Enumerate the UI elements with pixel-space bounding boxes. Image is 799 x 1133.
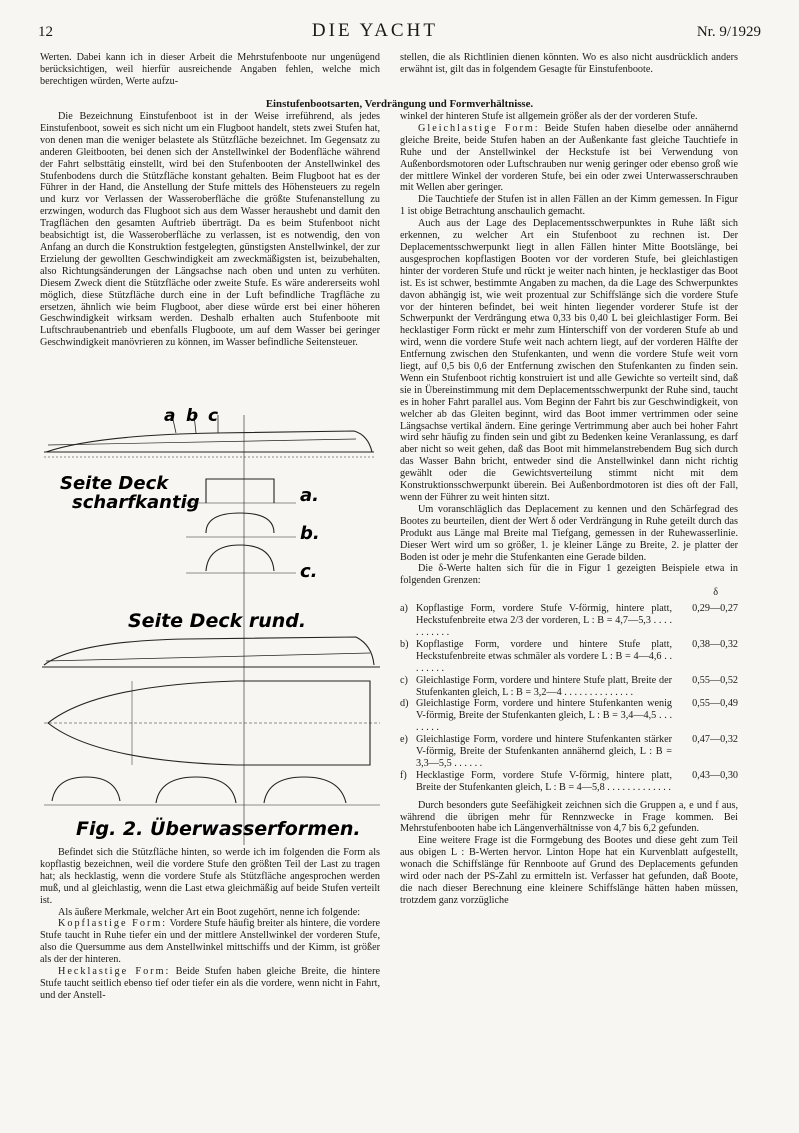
term: Hecklastige Form: xyxy=(58,966,171,978)
intro-left xyxy=(40,52,380,88)
magazine-title: DIE YACHT xyxy=(311,20,438,41)
list-item xyxy=(400,770,738,794)
section-label-a: a. xyxy=(300,485,319,506)
figure-label-b: b xyxy=(186,406,199,426)
page-number: 12 xyxy=(38,24,53,40)
figure-caption: Fig. 2. Überwasserformen. xyxy=(76,818,361,840)
page-header xyxy=(38,20,761,42)
term: Gleichlastige Form: xyxy=(418,122,540,134)
list-value: 0,29—0,27 xyxy=(692,603,738,615)
section-title: Einstufenbootsarten, Verdrängung und Formverhältnisse. xyxy=(265,98,534,110)
left-column-body xyxy=(40,111,380,349)
list-item xyxy=(400,675,738,699)
paragraph-gleichlastig xyxy=(400,123,738,194)
list-text: Gleichlastige Form, vordere und hintere Stufe platt, Breite der Stufenkanten gleich, L : B = 3,2—4 . . . . . . . . . . . . . . xyxy=(416,674,672,698)
figure-hull-forms xyxy=(36,405,384,845)
paragraph: Die Bezeichnung Einstufenboot ist in der Weise irreführend, als jedes Einstufenboot, soweit es sich nicht um ein Flugboot handelt, stets zwei Stufen hat, von denen man die weniger belastete als Stützfläche bezeichnet. Im Gegensatz zu anderen Gleitbooten, bei denen sich der Anstellwinkel der Bodenfläche während der Fahrt selbsttätig einstellt, wird bei den Stufenbooten der Anstellwinkel des Stufenbodens durch die Stützfläche konstant gehalten. Beim Flugboot hat es der Führer in der Hand, die Anstellung der Stufe mittels des Höhensteuers zu regeln und kurz vor Verlassen der Wasseroberfläche die größte Stufenanstellung zu erzwingen, wodurch das Flugboot sich aus dem Wasser heraushebt und damit den Tragflächen den gesamten Auftrieb überträgt. Da es beim Stufenboot nicht beabsichtigt ist, die Wasseroberfläche zu verlassen, ist es notwendig, den von Anfang an durch die Konstruktion festgelegten, günstigsten Anstellwinkel, der zur Erzielung der gewollten Geschwindigkeit am zweckmäßigsten ist, beizubehalten, also Richtungsänderungen der Längsachse nach oben und unten zu verhüten. Diesem Zweck dient die Stützfläche oder zweite Stufe. Es wäre andererseits wohl möglich, diese Stützfläche durch eine in der Luft befindliche Tragfläche zu ersetzen, ähnlich wie beim Flugboot, aber diese würde erst bei einer höheren Geschwindigkeit wirksam werden. Deshalb erhalten auch Stufenboote mit Luftschraubenantrieb und ebenfalls Flugboote, um auf dem Wasser bei geringer Geschwindigkeit manövrieren zu können, im Wasser befindliche Seitensteuer. xyxy=(40,111,380,349)
list-value: 0,55—0,52 xyxy=(692,674,738,686)
issue-number: Nr. 9/1929 xyxy=(696,24,761,40)
paragraph: Als äußere Merkmale, welcher Art ein Boot zugehört, nenne ich folgende: xyxy=(58,906,361,918)
left-column-bottom xyxy=(40,847,380,1002)
list-letter: e) xyxy=(400,734,408,746)
figure-label-a: a xyxy=(164,406,176,426)
paragraph: Um voranschläglich das Deplacement zu kennen und den Schärfegrad des Bootes zu beurteilen, dient der Wert δ oder Verdrängung in Ruhe geteilt durch das Produkt aus Länge mal Breite mal Tiefgang, gemessen in der Ruhewasserlinie. Dieser Wert wird um so größer, 1. je kleiner Länge zu Breite, 2. je platter der Boden ist oder je mehr die Stufenkanten eine Gerade bilden. xyxy=(400,503,738,563)
paragraph-hecklastig xyxy=(40,966,380,1002)
list-text: Gleichlastige Form, vordere und hintere Stufenkanten stärker V-förmig, Breite der Stufenkanten annähernd gleich, L : B = 3,3—5,5 . . . . . . xyxy=(416,734,672,769)
list-item xyxy=(400,698,738,734)
section-label-b: b. xyxy=(300,523,320,544)
figure-label-c: c xyxy=(208,406,219,426)
term-text: Beide Stufen haben dieselbe oder annähernd gleiche Breite, beide Stufen haben an der Außenkante fast gleiche Tauchtiefe in Ruhe und der Anstellwinkel der Heckstufe ist bei Verwendung von Außenbordsmotoren oder Luftschrauben nur wenig geringer oder ebenso groß wie der mittlere Winkel der vorderen Stufe, bei ein oder zwei Unterwasserschrauben mit Wellen aber geringer. xyxy=(400,122,739,194)
paragraph: Eine weitere Frage ist die Formgebung des Bootes und diese geht zum Teil aus obigen L : B-Werten hervor. Linton Hope hat ein Kurvenblatt aufgestellt, wonach die Schiffslänge für Rennboote auf Grund des Deplacements gefunden wird oder nach der PS-Zahl zu ermitteln ist. Verfasser hat gefunden, daß Boote, die nach dieser Berechnung eine kleinere Schiffslänge hätten haben müssen, trotzdem ganz vorzügliche xyxy=(400,835,738,906)
section-label-c: c. xyxy=(300,561,318,582)
paragraph: winkel der hinteren Stufe ist allgemein größer als der der vorderen Stufe. xyxy=(400,111,698,122)
delta-list xyxy=(400,603,738,794)
list-letter: c) xyxy=(400,674,408,686)
hull-drawing xyxy=(36,405,384,845)
right-column xyxy=(400,111,738,907)
list-text: Kopflastige Form, vordere Stufe V-förmig, hintere platt, Heckstufenbreite etwa 2/3 der vorderen, L : B = 4,7—5,3 . . . . . . . . . . . xyxy=(416,603,672,638)
paragraph: Auch aus der Lage des Deplacementsschwerpunktes in Ruhe läßt sich erkennen, zu welcher Art ein Stufenboot zu rechnen ist. Der Deplacementsschwerpunkt liegt in allen Fällen hinter Mitte Bootslänge, bei ausgesprochen kopflastigen Booten vor der vorderen Stufe, bei gleichlastigen hinter der vorderen Stufe und rückt je weiter nach hinten, je hecklastiger das Boot ist. Es ist schwer, bestimmte Angaben zu machen, da die Lage des Schwerpunktes davon abhängig ist, wie weit prozentual zur Schiffslänge sich die vordere Stufe vor der hinteren befindet, bei weit hinten liegender vorderer Stufe ist der Schwerpunkt der Verdrängung etwa 0,33 bis 0,40 L bei gleichlastiger Form. Bei hecklastiger Form rückt er mehr zum Hinterschiff von der vorderen Stufe ab und wird, wenn die vordere Stufe weit nach achtern liegt, auf der vorderen Hälfte der Entfernung zwischen den Stufenkanten, und wenn die vordere Stufe weit vorn liegt, auf 0,5 bis 0,6 der Entfernung zwischen den Stufenkanten zu finden sein. Wenn ein Stufenboot richtig konstruiert ist und alle Gewichte so verteilt sind, daß sie in Übereinstimmung mit dem Deplacementsschwerpunkt der Ruhe sind, taucht es in hoher Fahrt parallel aus. Vom Beginn der Fahrt bis zur Geschwindigkeit, von welcher ab das Gleiten beginnt, wird das Boot immer vertrimmen oder seine Längsachse vertikal ändern. Eine geringe Vertrimmung aber auch bei hoher Fahrt wird sehr häufig zu finden sein und gibt zu Bedenken keine Veranlassung, es darf aber nicht so weit gehen, daß das Boot mit himmelanstrebendem Bug sich durch das Wasser Bahn bricht, entweder sind die Anstellwinkel dann nicht richtig gewählt oder die Gewichtsverteilung stimmt nicht mit dem Konstruktionsschwerpunkt überein. Bei Außenbordmotoren ist dies oft der Fall, wenn der Führer zu weit hinten sitzt. xyxy=(400,218,738,503)
list-text: Kopflastige Form, vordere und hintere Stufe platt, Heckstufenbreite etwas schmäler als vordere L : B = 4—4,6 . . . . . . . . xyxy=(416,638,672,674)
list-text: Hecklastige Form, vordere Stufe V-förmig, hintere platt, Breite der Stufenkanten gleich, L : B = 4—5,8 . . . . . . . . . . . . . xyxy=(416,769,672,793)
list-item xyxy=(400,639,738,675)
intro-right xyxy=(400,52,738,76)
caption-sharp-1: Seite Deck xyxy=(60,473,169,494)
intro-right-text: stellen, die als Richtlinien dienen könnten. Wo es also nicht ausdrücklich anders erwähnt ist, gilt das in folgendem Gesagte für Einstufenboote. xyxy=(400,52,738,75)
list-letter: b) xyxy=(400,638,409,650)
paragraph: Befindet sich die Stützfläche hinten, so werde ich im folgenden die Form als kopflastig bezeichnen, weil die vordere Stufe den größten Teil der Last zu tragen hat; als hecklastig, wenn die vordere Stufe als Stützfläche angesprochen werden muß, und al gleichlastig, wenn die Last etwa gleichmäßig auf beide Stufen verteilt ist. xyxy=(40,847,380,906)
term: Kopflastige Form: xyxy=(58,918,168,930)
list-item xyxy=(400,734,738,770)
list-item xyxy=(400,603,738,639)
caption-round: Seite Deck rund. xyxy=(128,610,307,632)
list-letter: f) xyxy=(400,769,407,781)
caption-sharp-2: scharfkantig xyxy=(72,492,200,513)
list-value: 0,43—0,30 xyxy=(692,769,738,781)
paragraph: Die δ-Werte halten sich für die in Figur 1 gezeigten Beispiele etwa in folgenden Grenzen: xyxy=(400,563,738,587)
list-value: 0,38—0,32 xyxy=(692,638,738,650)
paragraph: Die Tauchtiefe der Stufen ist in allen Fällen an der Kimm gemessen. In Figur 1 ist obige Betrachtung anschaulich gemacht. xyxy=(400,194,738,218)
list-value: 0,47—0,32 xyxy=(692,734,738,746)
list-letter: d) xyxy=(400,698,409,710)
delta-heading: δ xyxy=(713,587,718,599)
paragraph: Durch besonders gute Seefähigkeit zeichnen sich die Gruppen a, e und f aus, während die übrigen mehr für Rennzwecke in Frage kommen. Bei Mehrstufenbooten habe ich Längenverhältnisse von 4,7 bis 6,2 gefunden. xyxy=(400,799,738,835)
list-value: 0,55—0,49 xyxy=(692,698,738,710)
list-text: Gleichlastige Form, vordere und hintere Stufenkanten wenig V-förmig, Breite der Stufenkanten gleich, L : B = 3,4—4,5 . . . . . . . . xyxy=(416,698,672,734)
paragraph-kopflastig xyxy=(40,918,380,966)
intro-left-text: Werten. Dabei kann ich in dieser Arbeit die Mehrstufenboote nur ungenügend berücksichtigen, weil hierfür ausreichende Angaben fehlen, welche mich berechtigen würden, Werte aufzu- xyxy=(40,52,380,87)
list-letter: a) xyxy=(400,603,408,615)
term-text: Vordere Stufe häufig breiter als hintere, die vordere Stufe taucht in Ruhe tiefer ein und der mittlere Anstellwinkel der vorderen Stufe, also die Quersumme aus dem Anstellwinkel mittschiffs und der Kimm, ist größer als der der hinteren. xyxy=(40,918,380,966)
term-text: Beide Stufen haben gleiche Breite, die hintere Stufe taucht seitlich ebenso tief oder tiefer ein als die vordere, wenn nicht in Fahrt, und der Anstell- xyxy=(40,966,380,1001)
